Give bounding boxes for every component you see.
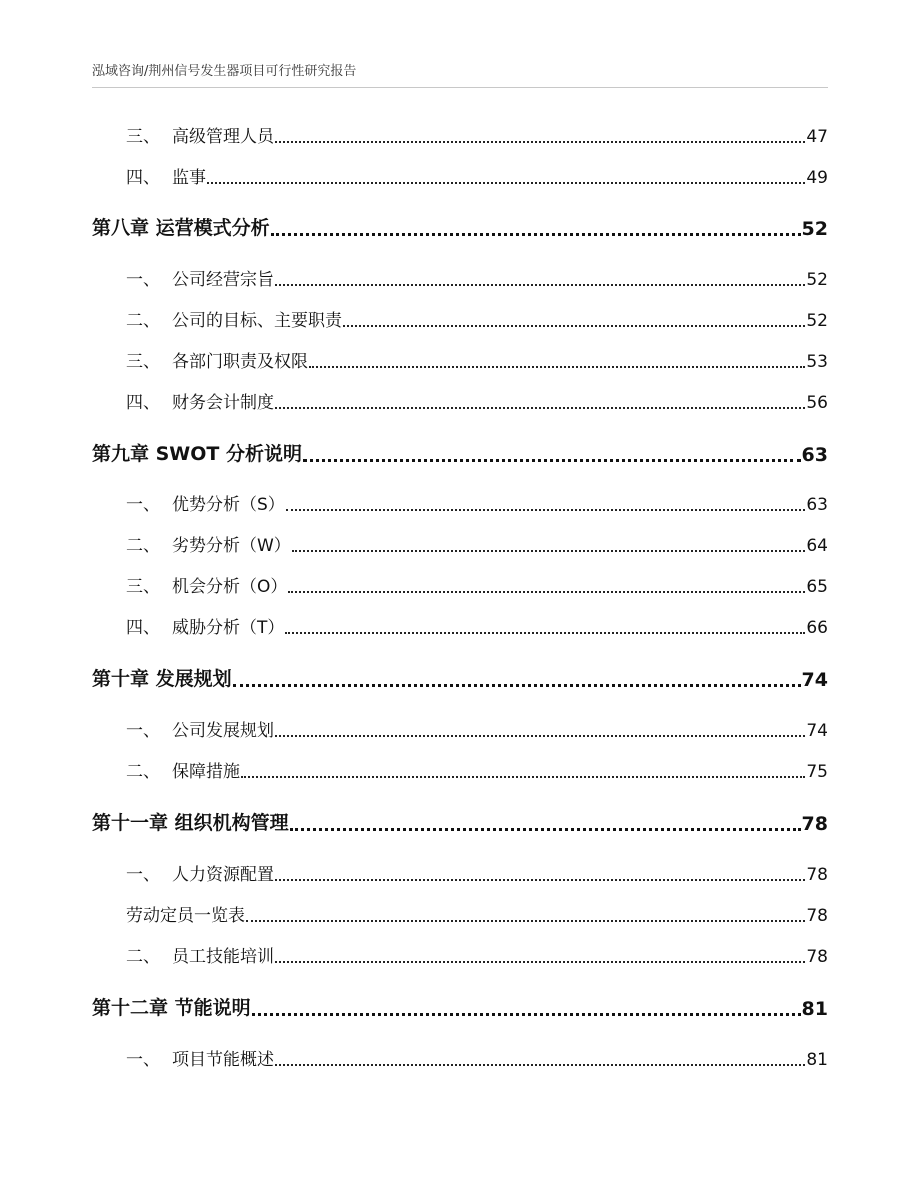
toc-dot-leader <box>252 1012 801 1016</box>
toc-section-entry[interactable] <box>126 716 828 741</box>
toc-dot-leader <box>275 960 805 963</box>
toc-entry-number: 二、 <box>126 947 160 967</box>
toc-entry-label: 第十章 发展规划 <box>92 668 232 690</box>
toc-page-number: 74 <box>806 721 828 741</box>
toc-section-entry[interactable] <box>126 860 828 885</box>
toc-section-entry[interactable] <box>126 490 828 515</box>
toc-entry-label: 威胁分析（T） <box>172 618 285 638</box>
toc-dot-leader <box>288 590 805 593</box>
toc-entry-title <box>126 306 342 331</box>
toc-entry-label: 公司经营宗旨 <box>172 270 274 290</box>
toc-entry-label: 员工技能培训 <box>172 947 274 967</box>
toc-entry-label: 高级管理人员 <box>172 127 274 147</box>
toc-entry-title <box>126 531 291 556</box>
toc-entry-label: 人力资源配置 <box>172 865 274 885</box>
toc-page-number: 47 <box>806 127 828 147</box>
toc-entry-title <box>126 572 287 597</box>
toc-dot-leader <box>286 508 806 511</box>
toc-entry-title <box>126 122 274 147</box>
toc-entry-label: 第九章 SWOT 分析说明 <box>92 443 302 465</box>
toc-entry-label: 劣势分析（W） <box>172 536 291 556</box>
toc-section-entry[interactable] <box>126 942 828 967</box>
toc-dot-leader <box>303 458 801 462</box>
toc-section-entry[interactable] <box>126 1045 828 1070</box>
toc-entry-number: 四、 <box>126 393 160 413</box>
toc-entry-title <box>92 439 302 466</box>
toc-entry-label: 劳动定员一览表 <box>126 906 245 926</box>
toc-entry-label: 公司发展规划 <box>172 721 274 741</box>
toc-page-number: 65 <box>806 577 828 597</box>
toc-entry-title <box>92 993 251 1020</box>
toc-entry-title <box>126 388 274 413</box>
toc-page-number: 78 <box>806 947 828 967</box>
toc-page-number: 78 <box>806 906 828 926</box>
toc-entry-title <box>126 347 308 372</box>
toc-dot-leader <box>271 232 801 236</box>
toc-section-entry[interactable] <box>126 388 828 413</box>
toc-entry-number: 二、 <box>126 762 160 782</box>
toc-entry-number: 一、 <box>126 1050 160 1070</box>
toc-entry-label: 机会分析（O） <box>172 577 288 597</box>
toc-dot-leader <box>275 1063 805 1066</box>
toc-entry-label: 优势分析（S） <box>172 495 285 515</box>
toc-page-number: 81 <box>806 1050 828 1070</box>
toc-entry-title <box>126 613 284 638</box>
toc-dot-leader <box>292 549 806 552</box>
toc-entry-label: 公司的目标、主要职责 <box>172 311 342 331</box>
toc-page-number: 53 <box>806 352 828 372</box>
toc-dot-leader <box>207 181 805 184</box>
toc-dot-leader <box>275 406 805 409</box>
page-header: 泓域咨询/荆州信号发生器项目可行性研究报告 <box>92 60 828 88</box>
toc-page-number: 63 <box>801 444 828 466</box>
toc-entry-title <box>126 716 274 741</box>
toc-entry-number: 三、 <box>126 127 160 147</box>
toc-section-entry[interactable] <box>126 531 828 556</box>
toc-page-number: 74 <box>801 669 828 691</box>
toc-dot-leader <box>233 683 801 687</box>
toc-page-number: 52 <box>806 311 828 331</box>
toc-entry-label: 第十一章 组织机构管理 <box>92 812 289 834</box>
toc-entry-number: 四、 <box>126 618 160 638</box>
toc-page-number: 49 <box>806 168 828 188</box>
toc-entry-number: 一、 <box>126 495 160 515</box>
toc-section-entry[interactable] <box>126 265 828 290</box>
toc-chapter-entry[interactable] <box>92 213 828 240</box>
toc-section-entry[interactable] <box>126 901 828 926</box>
toc-dot-leader <box>275 734 805 737</box>
toc-entry-title <box>126 265 274 290</box>
toc-chapter-entry[interactable] <box>92 993 828 1020</box>
toc-section-entry[interactable] <box>126 122 828 147</box>
toc-entry-label: 保障措施 <box>172 762 240 782</box>
toc-dot-leader <box>246 919 805 922</box>
toc-entry-number: 二、 <box>126 536 160 556</box>
toc-dot-leader <box>309 365 805 368</box>
toc-section-entry[interactable] <box>126 613 828 638</box>
toc-section-entry[interactable] <box>126 572 828 597</box>
toc-entry-label: 监事 <box>172 168 206 188</box>
toc-entry-number: 三、 <box>126 352 160 372</box>
toc-entry-label: 第十二章 节能说明 <box>92 997 251 1019</box>
toc-page-number: 52 <box>801 218 828 240</box>
toc-page-number: 81 <box>801 998 828 1020</box>
toc-dot-leader <box>290 827 801 831</box>
toc-entry-label: 项目节能概述 <box>172 1050 274 1070</box>
toc-entry-number: 二、 <box>126 311 160 331</box>
toc-entry-label: 财务会计制度 <box>172 393 274 413</box>
toc-dot-leader <box>275 283 805 286</box>
toc-entry-title <box>92 213 270 240</box>
toc-entry-title <box>126 942 274 967</box>
toc-chapter-entry[interactable] <box>92 439 828 466</box>
toc-dot-leader <box>275 140 805 143</box>
toc-page-number: 63 <box>806 495 828 515</box>
toc-page-number: 78 <box>806 865 828 885</box>
toc-section-entry[interactable] <box>126 163 828 188</box>
toc-section-entry[interactable] <box>126 757 828 782</box>
toc-dot-leader <box>285 631 805 634</box>
toc-entry-number: 三、 <box>126 577 160 597</box>
toc-dot-leader <box>343 324 805 327</box>
toc-entry-title <box>126 757 240 782</box>
toc-section-entry[interactable] <box>126 347 828 372</box>
toc-section-entry[interactable] <box>126 306 828 331</box>
toc-chapter-entry[interactable] <box>92 808 828 835</box>
toc-entry-label: 第八章 运营模式分析 <box>92 217 270 239</box>
toc-entry-title <box>126 163 206 188</box>
toc-entry-title <box>126 901 245 926</box>
toc-entry-title <box>126 1045 274 1070</box>
toc-entry-number: 四、 <box>126 168 160 188</box>
toc-dot-leader <box>241 775 805 778</box>
toc-entry-number: 一、 <box>126 865 160 885</box>
toc-entry-number: 一、 <box>126 721 160 741</box>
toc-chapter-entry[interactable] <box>92 664 828 691</box>
toc-page-number: 75 <box>806 762 828 782</box>
toc-dot-leader <box>275 878 805 881</box>
toc-page-number: 66 <box>806 618 828 638</box>
toc-page-number: 56 <box>806 393 828 413</box>
toc-page-number: 64 <box>806 536 828 556</box>
toc-entry-title <box>92 664 232 691</box>
toc-entry-title <box>126 860 274 885</box>
toc-entry-title <box>92 808 289 835</box>
toc-entry-number: 一、 <box>126 270 160 290</box>
toc-page-number: 78 <box>801 813 828 835</box>
toc-entry-title <box>126 490 285 515</box>
toc-page-number: 52 <box>806 270 828 290</box>
toc-entry-label: 各部门职责及权限 <box>172 352 308 372</box>
